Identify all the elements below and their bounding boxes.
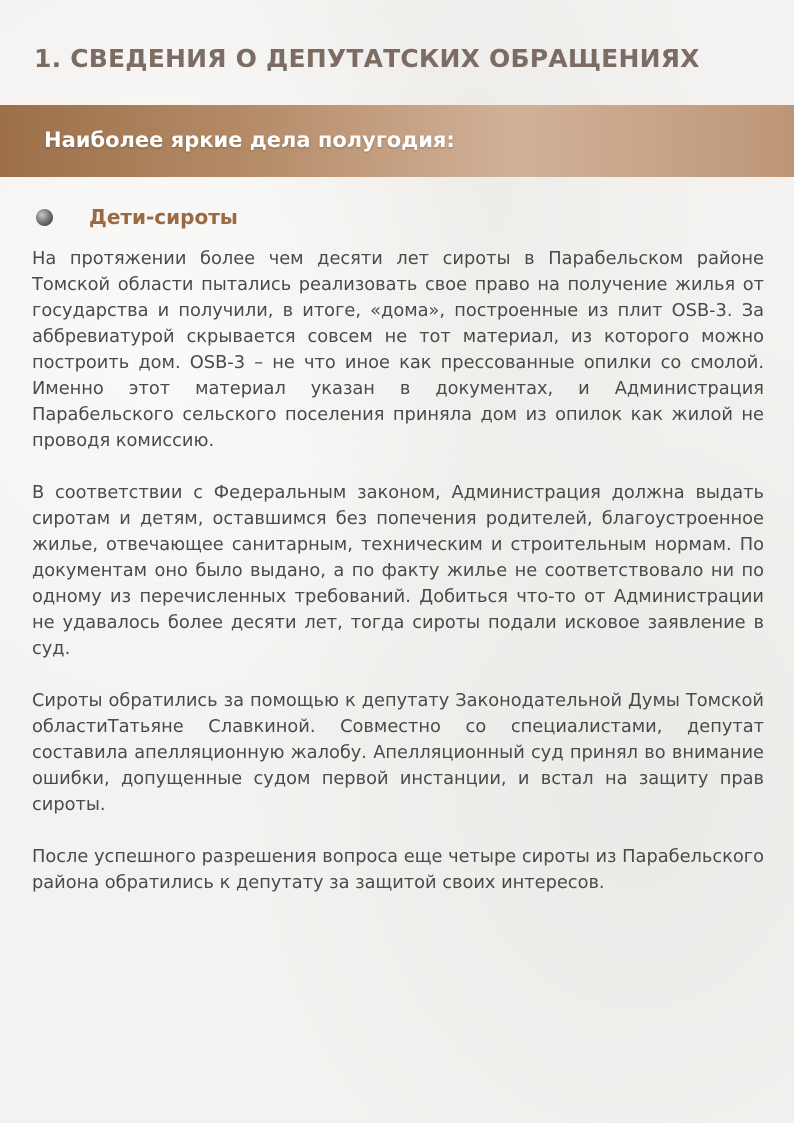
section-title: Дети-сироты	[89, 205, 238, 229]
section-heading	[36, 201, 238, 233]
paragraph: В соответствии с Федеральным законом, Администрация должна выдать сиротам и детям, оставшимся без попечения родителей, благоустроенное жилье, отвечающее санитарным, техническим и строительным нормам. По документам оно было выдано, а по факту жилье не соответствовало ни по одному из перечисленных требований. Добиться что-то от Администрации не удавалось более десяти лет, тогда сироты подали исковое заявление в суд.	[32, 482, 764, 659]
banner-text: Наиболее яркие дела полугодия:	[44, 128, 455, 152]
article-body	[32, 246, 764, 922]
page-title: 1. СВЕДЕНИЯ О ДЕПУТАТСКИХ ОБРАЩЕНИЯХ	[34, 44, 700, 73]
paragraph: Сироты обратились за помощью к депутату Законодательной Думы Томской областиТатьяне Славкиной. Совместно со специалистами, депутат составила апелляционную жалобу. Апелляционный суд принял во внимание ошибки, допущенные судом первой инстанции, и встал на защиту прав сироты.	[32, 690, 764, 815]
bullet-circle-icon	[36, 209, 53, 226]
paragraph: После успешного разрешения вопроса еще четыре сироты из Парабельского района обратились к депутату за защитой своих интересов.	[32, 846, 764, 893]
section-banner	[0, 105, 794, 177]
paragraph: На протяжении более чем десяти лет сироты в Парабельском районе Томской области пытались реализовать свое право на получение жилья от государства и получили, в итоге, «дома», построенные из плит OSB-3. За аббревиатурой скрывается совсем не тот материал, из которого можно построить дом. OSB-3 – не что иное как прессованные опилки со смолой. Именно этот материал указан в документах, и Администрация Парабельского сельского поселения приняла дом из опилок как жилой не проводя комиссию.	[32, 248, 764, 451]
